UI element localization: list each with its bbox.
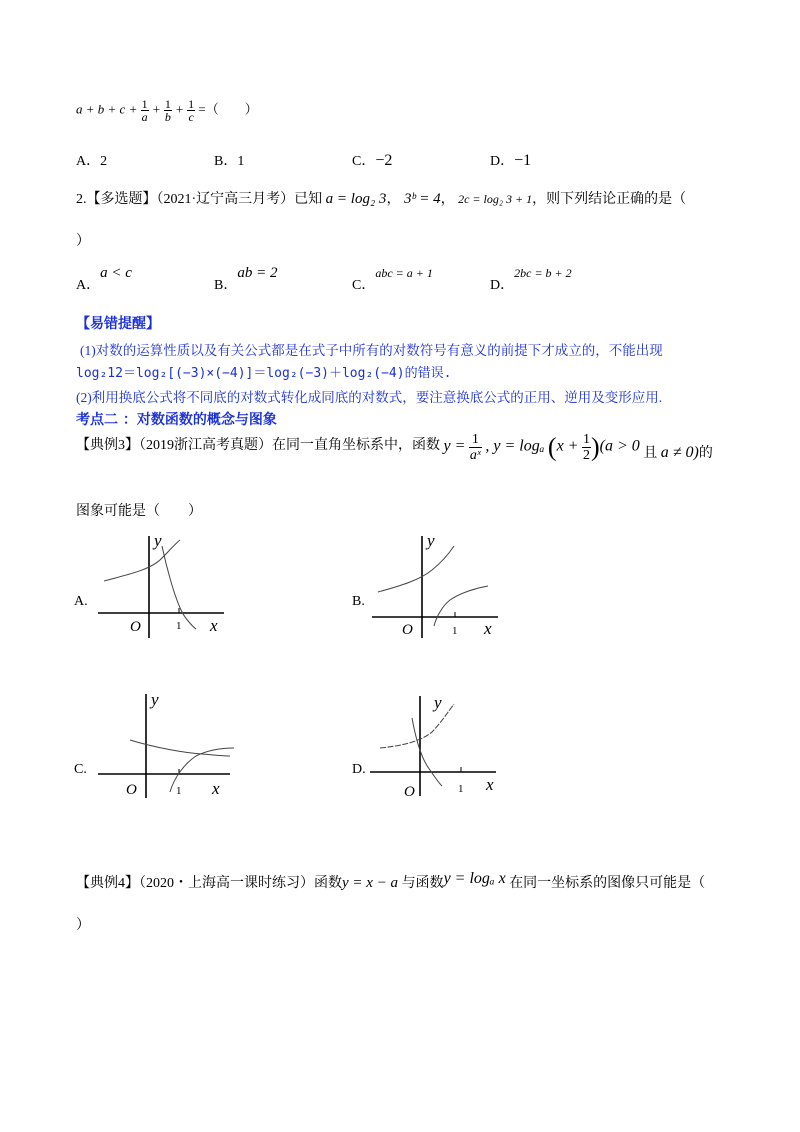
q2-option-c[interactable]: C．abc = a + 1 [352,266,433,293]
q2-cond-2: 3ᵇ = 4 [403,191,441,207]
graph-d-origin: O [404,784,415,800]
graph-c-y-label: y [151,690,159,709]
graph-b-y-label: y [427,531,435,550]
graph-c [96,690,241,800]
graph-d [370,690,510,800]
graph-a [96,530,236,640]
ex4-mid: 与函数 [401,876,444,891]
q1-option-a[interactable]: A．2 [76,154,108,169]
graph-c-tick: 1 [176,785,182,797]
ex3-prefix: 【典例3】（2019浙江高考真题）在同一直角坐标系中，函数 [76,437,440,453]
q1-expression: a + b + c + $\frac{1}{a}$ + $\frac{1}{b}$ + $\frac{1}{c}$ =（ ） [76,97,258,124]
ex3-stem: 【典例3】（2019浙江高考真题）在同一直角坐标系中，函数 y = $\frac{1}{\text{aˣ}}$ , y = logₐ (x + $\frac{1}{2}$ )(a > 0 且 a ≠ 0)的 [76,432,713,463]
graph-c-label: C. [74,762,87,777]
graph-b-origin: O [402,622,413,638]
q2-cond-3: 2c = log₂ 3 + 1 [458,192,533,206]
graph-a-tick: 1 [176,620,182,632]
q2-option-b[interactable]: B．ab = 2 [214,265,278,293]
q2-prefix: 2.【多选题】（2021·辽宁高三月考）已知 [76,192,323,207]
q1-option-d[interactable]: D．−1 [490,152,532,169]
ex4-stem [76,872,705,892]
graph-b [370,530,510,640]
tip-line-3: (2)利用换底公式将不同底的对数式转化成同底的对数式，要注意换底公式的正用、逆用及变形应用. [76,390,663,405]
graph-d-curve-log [412,718,442,786]
graph-b-x-label: x [484,619,492,638]
q2-option-d[interactable]: D．2bc = b + 2 [490,266,572,293]
graph-b-curve-log [434,586,488,626]
q1-expr-prefix: a + b + c + [76,101,138,117]
graph-b-tick: 1 [452,625,458,637]
graph-a-x-label: x [210,616,218,635]
graph-b-curve-exp [378,546,454,592]
q1-frac-3: $\frac{1}{c}$ [188,97,195,124]
ex4-close-paren: ） [76,918,90,933]
ex4-func-2: y = logₐ x [443,870,506,887]
graph-b-label: B. [352,594,365,609]
section-title: 考点二 ：对数函数的概念与图象 [76,412,277,428]
q2-cond-1: a = log₂ 3 [325,191,387,207]
ex3-line-2: 图象可能是（ ） [76,504,202,519]
q1-option-c[interactable]: C．−2 [352,152,393,169]
graph-a-y-label: y [154,531,162,550]
graph-a-curve-log [162,546,196,629]
graph-c-curve-exp [130,740,230,756]
graph-d-tick: 1 [458,783,464,795]
q2-suffix: ，则下列结论正确的是（ [532,192,687,207]
graph-d-label: D. [352,762,366,777]
q2-stem: 2.【多选题】（2021·辽宁高三月考）已知 a = log₂ 3， 3ᵇ = 4， 2c = log₂ 3 + 1，则下列结论正确的是（ [76,191,687,207]
ex4-func-1: y = x − a [342,875,399,891]
ex3-func2-frac: $\frac{1}{2}$ [582,432,590,463]
tip-line-1: (1)对数的运算性质以及有关公式都是在式子中所有的对数符号有意义的前提下才成立的，不能出现 [80,343,663,358]
q1-frac-1: $\frac{1}{a}$ [141,97,148,124]
q1-expr-suffix: =（ ） [198,101,258,117]
graph-c-origin: O [126,782,137,798]
ex3-func1-frac: $\frac{1}{\text{aˣ}}$ [469,432,481,463]
tip-title: 【易错提醒】 [76,316,160,332]
q1-option-b[interactable]: B．1 [214,154,245,169]
q2-option-a[interactable]: A．a < c [76,265,132,293]
graph-c-x-label: x [212,779,220,798]
tip-line-2: log₂12＝log₂[(−3)×(−4)]＝log₂(−3)＋log₂(−4)的错误. [76,366,452,381]
graph-d-y-label: y [434,693,442,712]
graph-a-label: A. [74,594,88,609]
q1-frac-2: $\frac{1}{b}$ [164,97,171,124]
graph-d-x-label: x [486,775,494,794]
ex4-prefix: 【典例4】（2020・上海高一课时练习）函数 [76,876,342,891]
ex4-suffix: 在同一坐标系的图像只可能是（ [509,876,706,891]
graph-a-origin: O [130,619,141,635]
q2-close-paren: ） [76,234,90,249]
